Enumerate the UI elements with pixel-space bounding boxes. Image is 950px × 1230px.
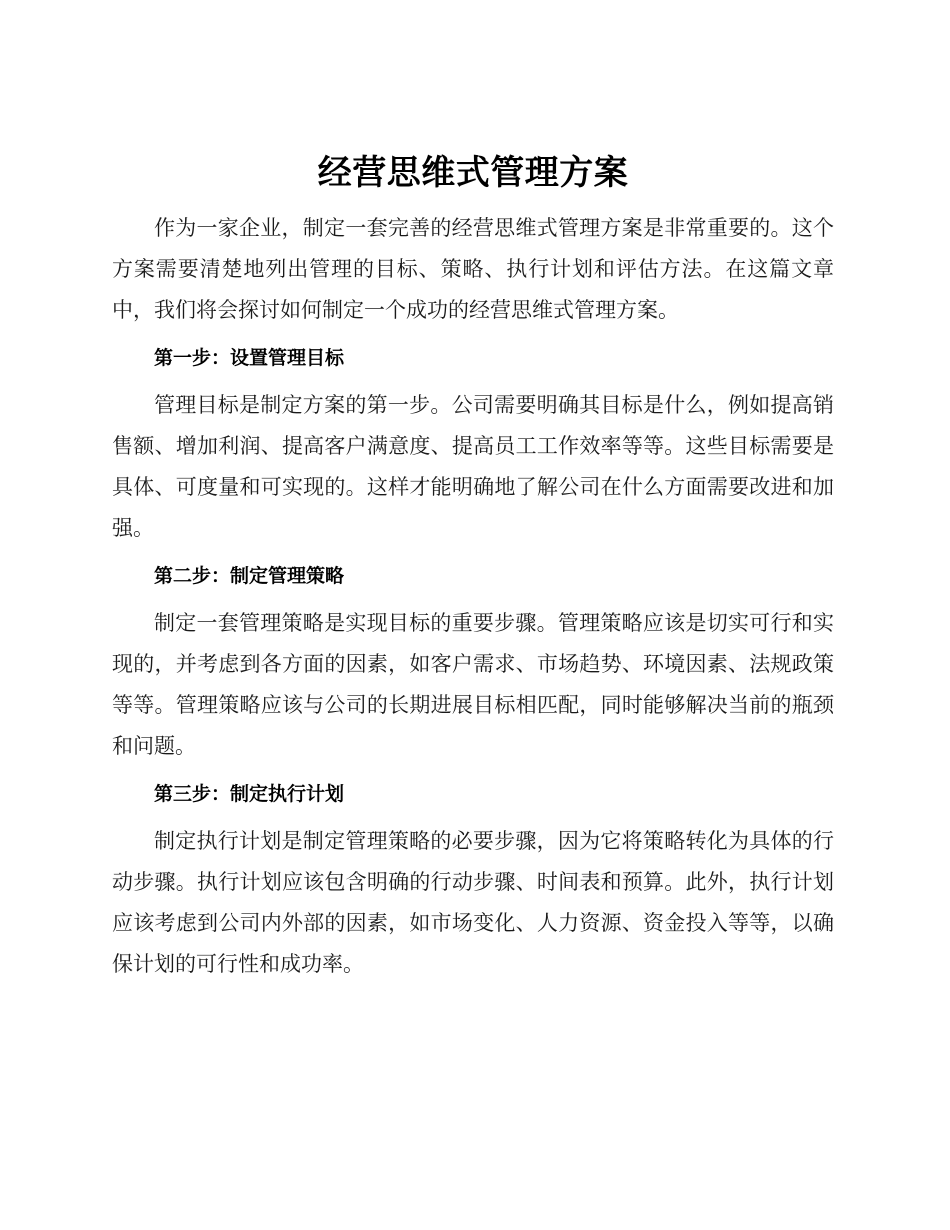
intro-paragraph: 作为一家企业，制定一套完善的经营思维式管理方案是非常重要的。这个方案需要清楚地列出管理的目标、策略、执行计划和评估方法。在这篇文章中，我们将会探讨如何制定一个成功的经营思维式管理方案。 bbox=[112, 216, 834, 322]
section-paragraph: 制定一套管理策略是实现目标的重要步骤。管理策略应该是切实可行和实现的，并考虑到各方面的因素，如客户需求、市场趋势、环境因素、法规政策等等。管理策略应该与公司的长期进展目标相匹配，同时能够解决当前的瓶颈和问题。 bbox=[112, 611, 834, 758]
section-heading: 第一步：设置管理目标 bbox=[154, 347, 345, 369]
section-step-1 bbox=[112, 339, 834, 549]
section-step-3 bbox=[112, 775, 834, 985]
section-heading: 第三步：制定执行计划 bbox=[154, 783, 345, 805]
section-heading: 第二步：制定管理策略 bbox=[154, 565, 345, 587]
section-step-2 bbox=[112, 557, 834, 767]
section-paragraph: 管理目标是制定方案的第一步。公司需要明确其目标是什么，例如提高销售额、增加利润、提高客户满意度、提高员工工作效率等等。这些目标需要是具体、可度量和可实现的。这样才能明确地了解公司在什么方面需要改进和加强。 bbox=[112, 393, 834, 540]
page-title: 经营思维式管理方案 bbox=[317, 153, 629, 193]
section-paragraph: 制定执行计划是制定管理策略的必要步骤，因为它将策略转化为具体的行动步骤。执行计划应该包含明确的行动步骤、时间表和预算。此外，执行计划应该考虑到公司内外部的因素，如市场变化、人力资源、资金投入等等，以确保计划的可行性和成功率。 bbox=[112, 829, 834, 976]
document-body bbox=[112, 148, 834, 993]
